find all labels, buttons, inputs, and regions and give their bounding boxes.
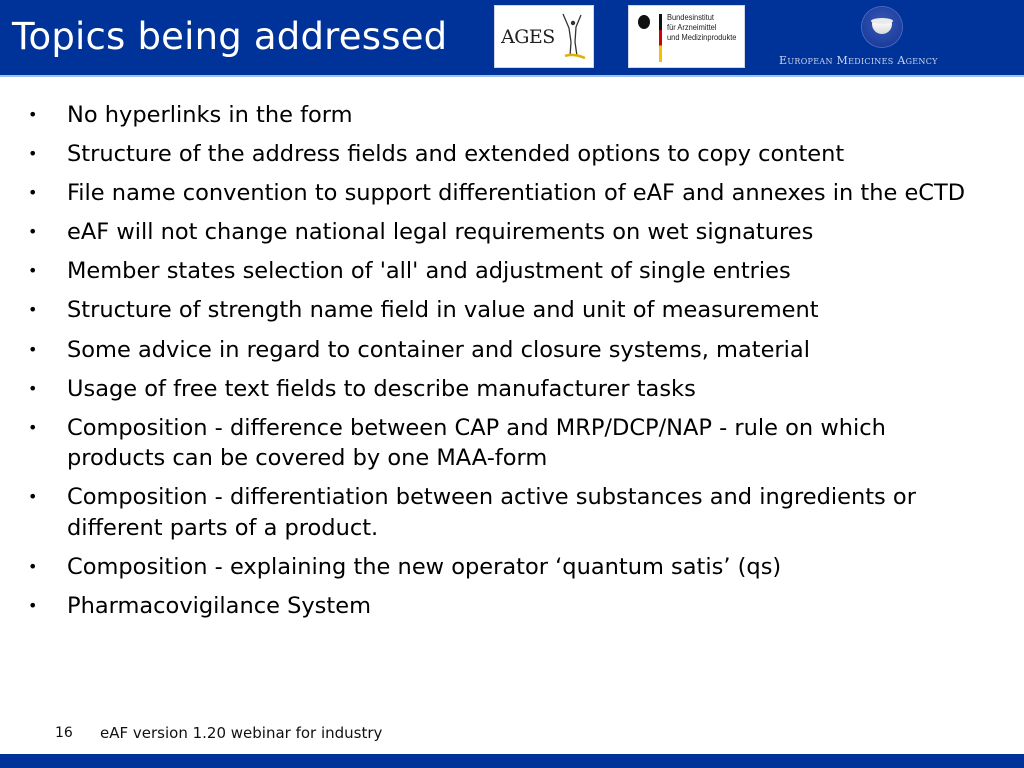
bullet-icon: • <box>28 339 38 359</box>
bullet-icon: • <box>28 222 38 242</box>
ages-figure-icon <box>559 12 587 64</box>
ages-logo-text: AGES <box>501 26 555 48</box>
bfarm-logo <box>628 5 745 68</box>
list-item: • Pharmacovigilance System <box>0 591 1024 622</box>
slide-content <box>0 100 1024 630</box>
footer-bar <box>0 754 1024 768</box>
list-item: • File name convention to support differentiation of eAF and annexes in the eCTD <box>0 178 1024 209</box>
list-item: • Structure of strength name field in value and unit of measurement <box>0 295 1024 326</box>
bullet-icon: • <box>28 596 38 616</box>
federal-eagle-icon <box>637 14 651 30</box>
bfarm-logo-text: Bundesinstitut für Arzneimittel und Medizinprodukte <box>667 12 737 42</box>
header-bar <box>0 0 1024 77</box>
ema-mortar-icon <box>862 7 902 47</box>
list-item: • Member states selection of 'all' and adjustment of single entries <box>0 256 1024 287</box>
topics-list <box>0 100 1024 622</box>
bullet-icon: • <box>28 144 38 164</box>
list-item: • Structure of the address fields and extended options to copy content <box>0 139 1024 170</box>
list-item: • Composition - differentiation between active substances and ingredients or different parts of a product. <box>28 484 916 541</box>
bullet-icon: • <box>28 261 38 281</box>
bullet-icon: • <box>28 105 38 124</box>
bullet-icon: • <box>28 300 38 320</box>
bullet-icon: • <box>28 183 38 203</box>
list-item: • Composition - difference between CAP and MRP/DCP/NAP - rule on which products can be covered by one MAA-form <box>28 414 886 472</box>
footer-caption: eAF version 1.20 webinar for industry <box>100 724 383 742</box>
list-item: • Composition - explaining the new operator ‘quantum satis’ (qs) <box>0 552 1024 583</box>
bullet-icon: • <box>28 487 38 507</box>
ema-logo-text: European Medicines Agency <box>779 54 938 67</box>
list-item: • eAF will not change national legal requirements on wet signatures <box>0 217 1024 248</box>
page-number: 16 <box>55 725 73 741</box>
list-item: • No hyperlinks in the form <box>0 100 1024 131</box>
bullet-icon: • <box>28 417 38 437</box>
list-item: • Usage of free text fields to describe manufacturer tasks <box>0 374 1024 405</box>
ages-logo <box>494 5 594 68</box>
bullet-icon: • <box>28 556 38 576</box>
bullet-icon: • <box>28 378 38 398</box>
slide-title: Topics being addressed <box>12 15 448 58</box>
ema-logo <box>775 4 990 70</box>
german-flag-stripe <box>659 14 662 62</box>
list-item: • Some advice in regard to container and closure systems, material <box>0 335 1024 366</box>
